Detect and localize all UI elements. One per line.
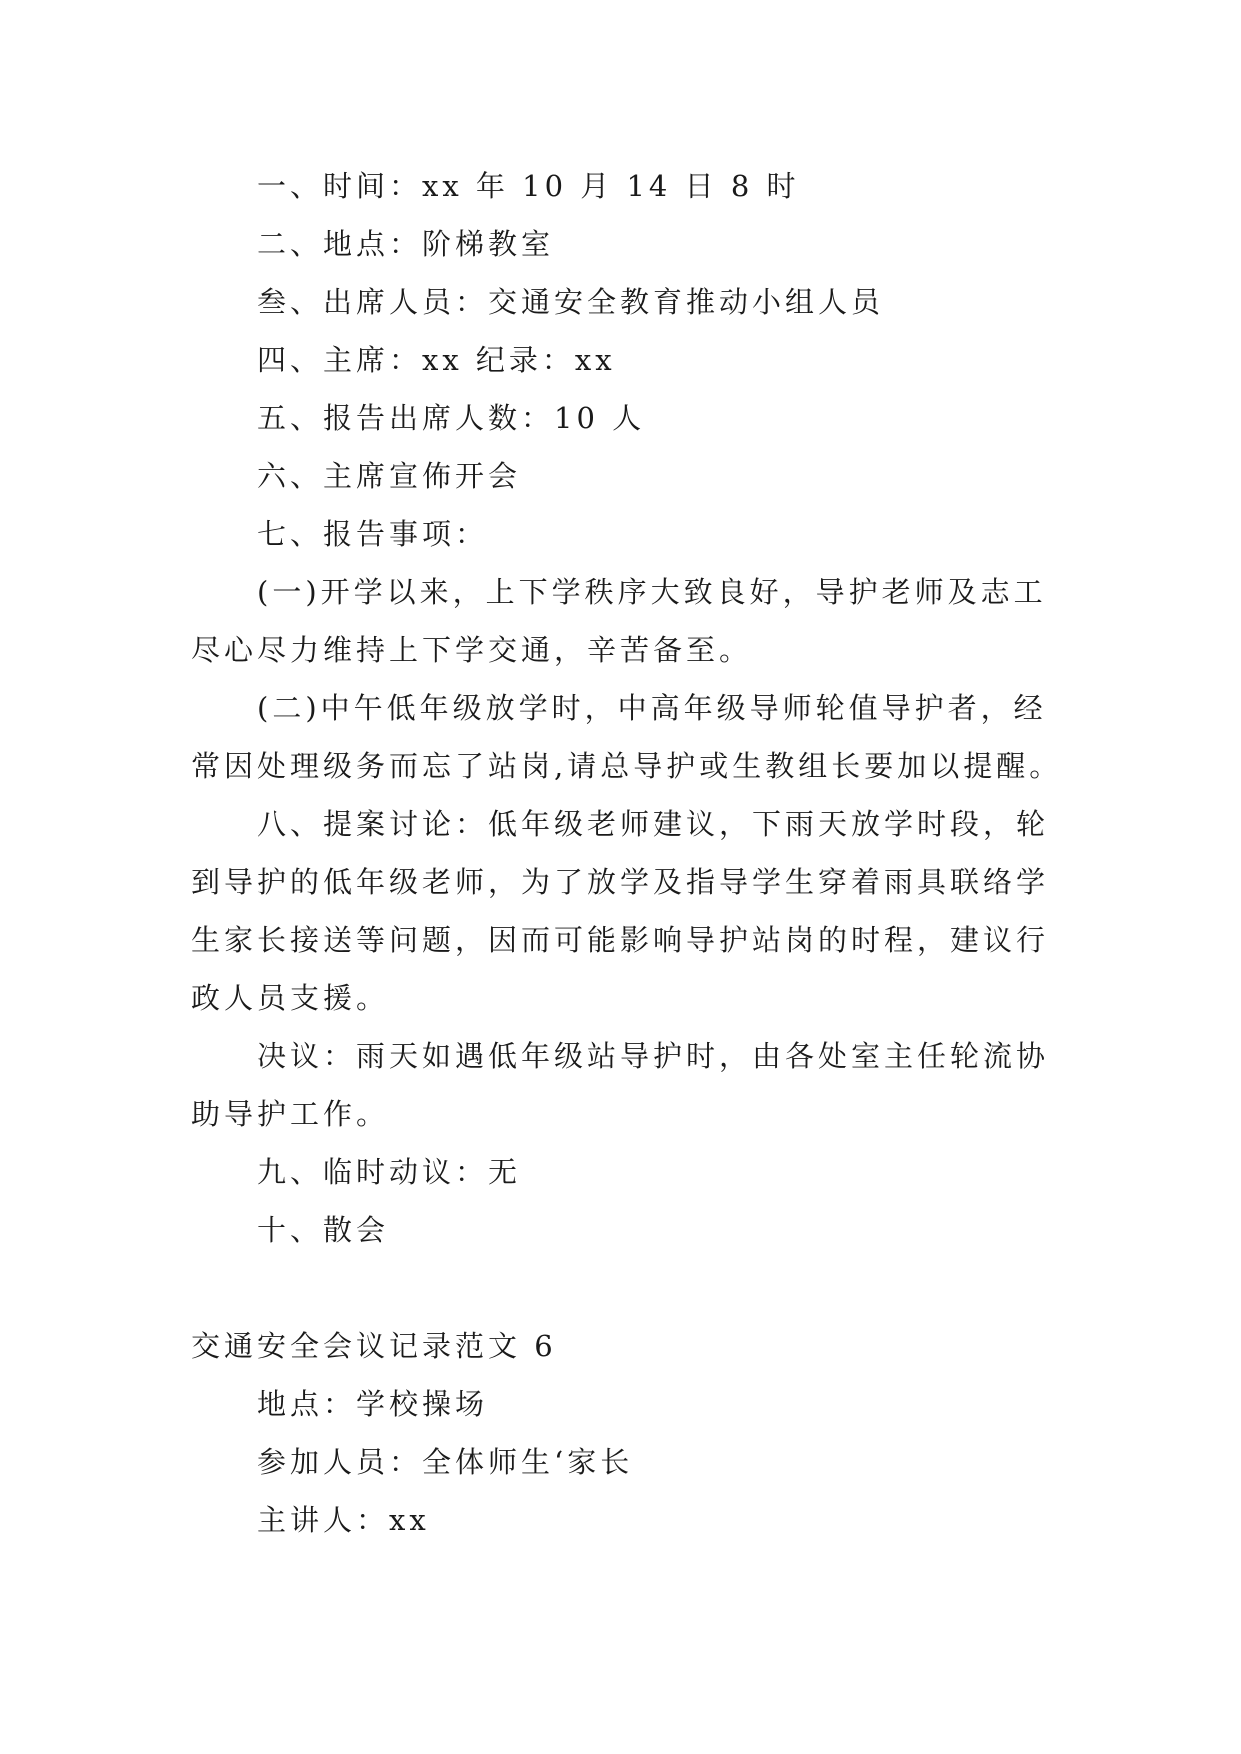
section-location: 地点：学校操场 <box>257 1387 489 1421</box>
report-2-line-1: (二)中午低年级放学时，中高年级导师轮值导护者，经 <box>257 691 1047 725</box>
item-chair: 四、主席：xx 纪录：xx <box>257 343 616 377</box>
item-adjourn: 十、散会 <box>257 1213 390 1247</box>
item-attendees: 叁、出席人员：交通安全教育推动小组人员 <box>257 285 885 319</box>
proposal-line-3: 生家长接送等问题，因而可能影响导护站岗的时程，建议行 <box>191 923 1050 957</box>
item-attendance-count: 五、报告出席人数：10 人 <box>257 401 646 435</box>
section-participants: 参加人员：全体师生‘家长 <box>257 1445 634 1479</box>
item-location: 二、地点：阶梯教室 <box>257 227 555 261</box>
resolution-line-1: 决议：雨天如遇低年级站导护时，由各处室主任轮流协 <box>257 1039 1050 1073</box>
resolution-line-2: 助导护工作。 <box>191 1097 390 1131</box>
report-1-line-1: (一)开学以来，上下学秩序大致良好，导护老师及志工 <box>257 575 1047 609</box>
section-speaker: 主讲人：xx <box>257 1503 430 1537</box>
proposal-line-1: 八、提案讨论：低年级老师建议，下雨天放学时段，轮 <box>257 807 1050 841</box>
section-title: 交通安全会议记录范文 6 <box>191 1329 557 1363</box>
report-1-line-2: 尽心尽力维持上下学交通，辛苦备至。 <box>191 633 753 667</box>
item-time: 一、时间：xx 年 10 月 14 日 8 时 <box>257 169 800 203</box>
item-opening: 六、主席宣佈开会 <box>257 459 522 493</box>
proposal-line-2: 到导护的低年级老师，为了放学及指导学生穿着雨具联络学 <box>191 865 1050 899</box>
item-report-heading: 七、报告事项： <box>257 517 489 551</box>
report-2-line-2: 常因处理级务而忘了站岗,请总导护或生教组长要加以提醒。 <box>191 749 1063 783</box>
item-extempore-motion: 九、临时动议：无 <box>257 1155 522 1189</box>
proposal-line-4: 政人员支援。 <box>191 981 390 1015</box>
